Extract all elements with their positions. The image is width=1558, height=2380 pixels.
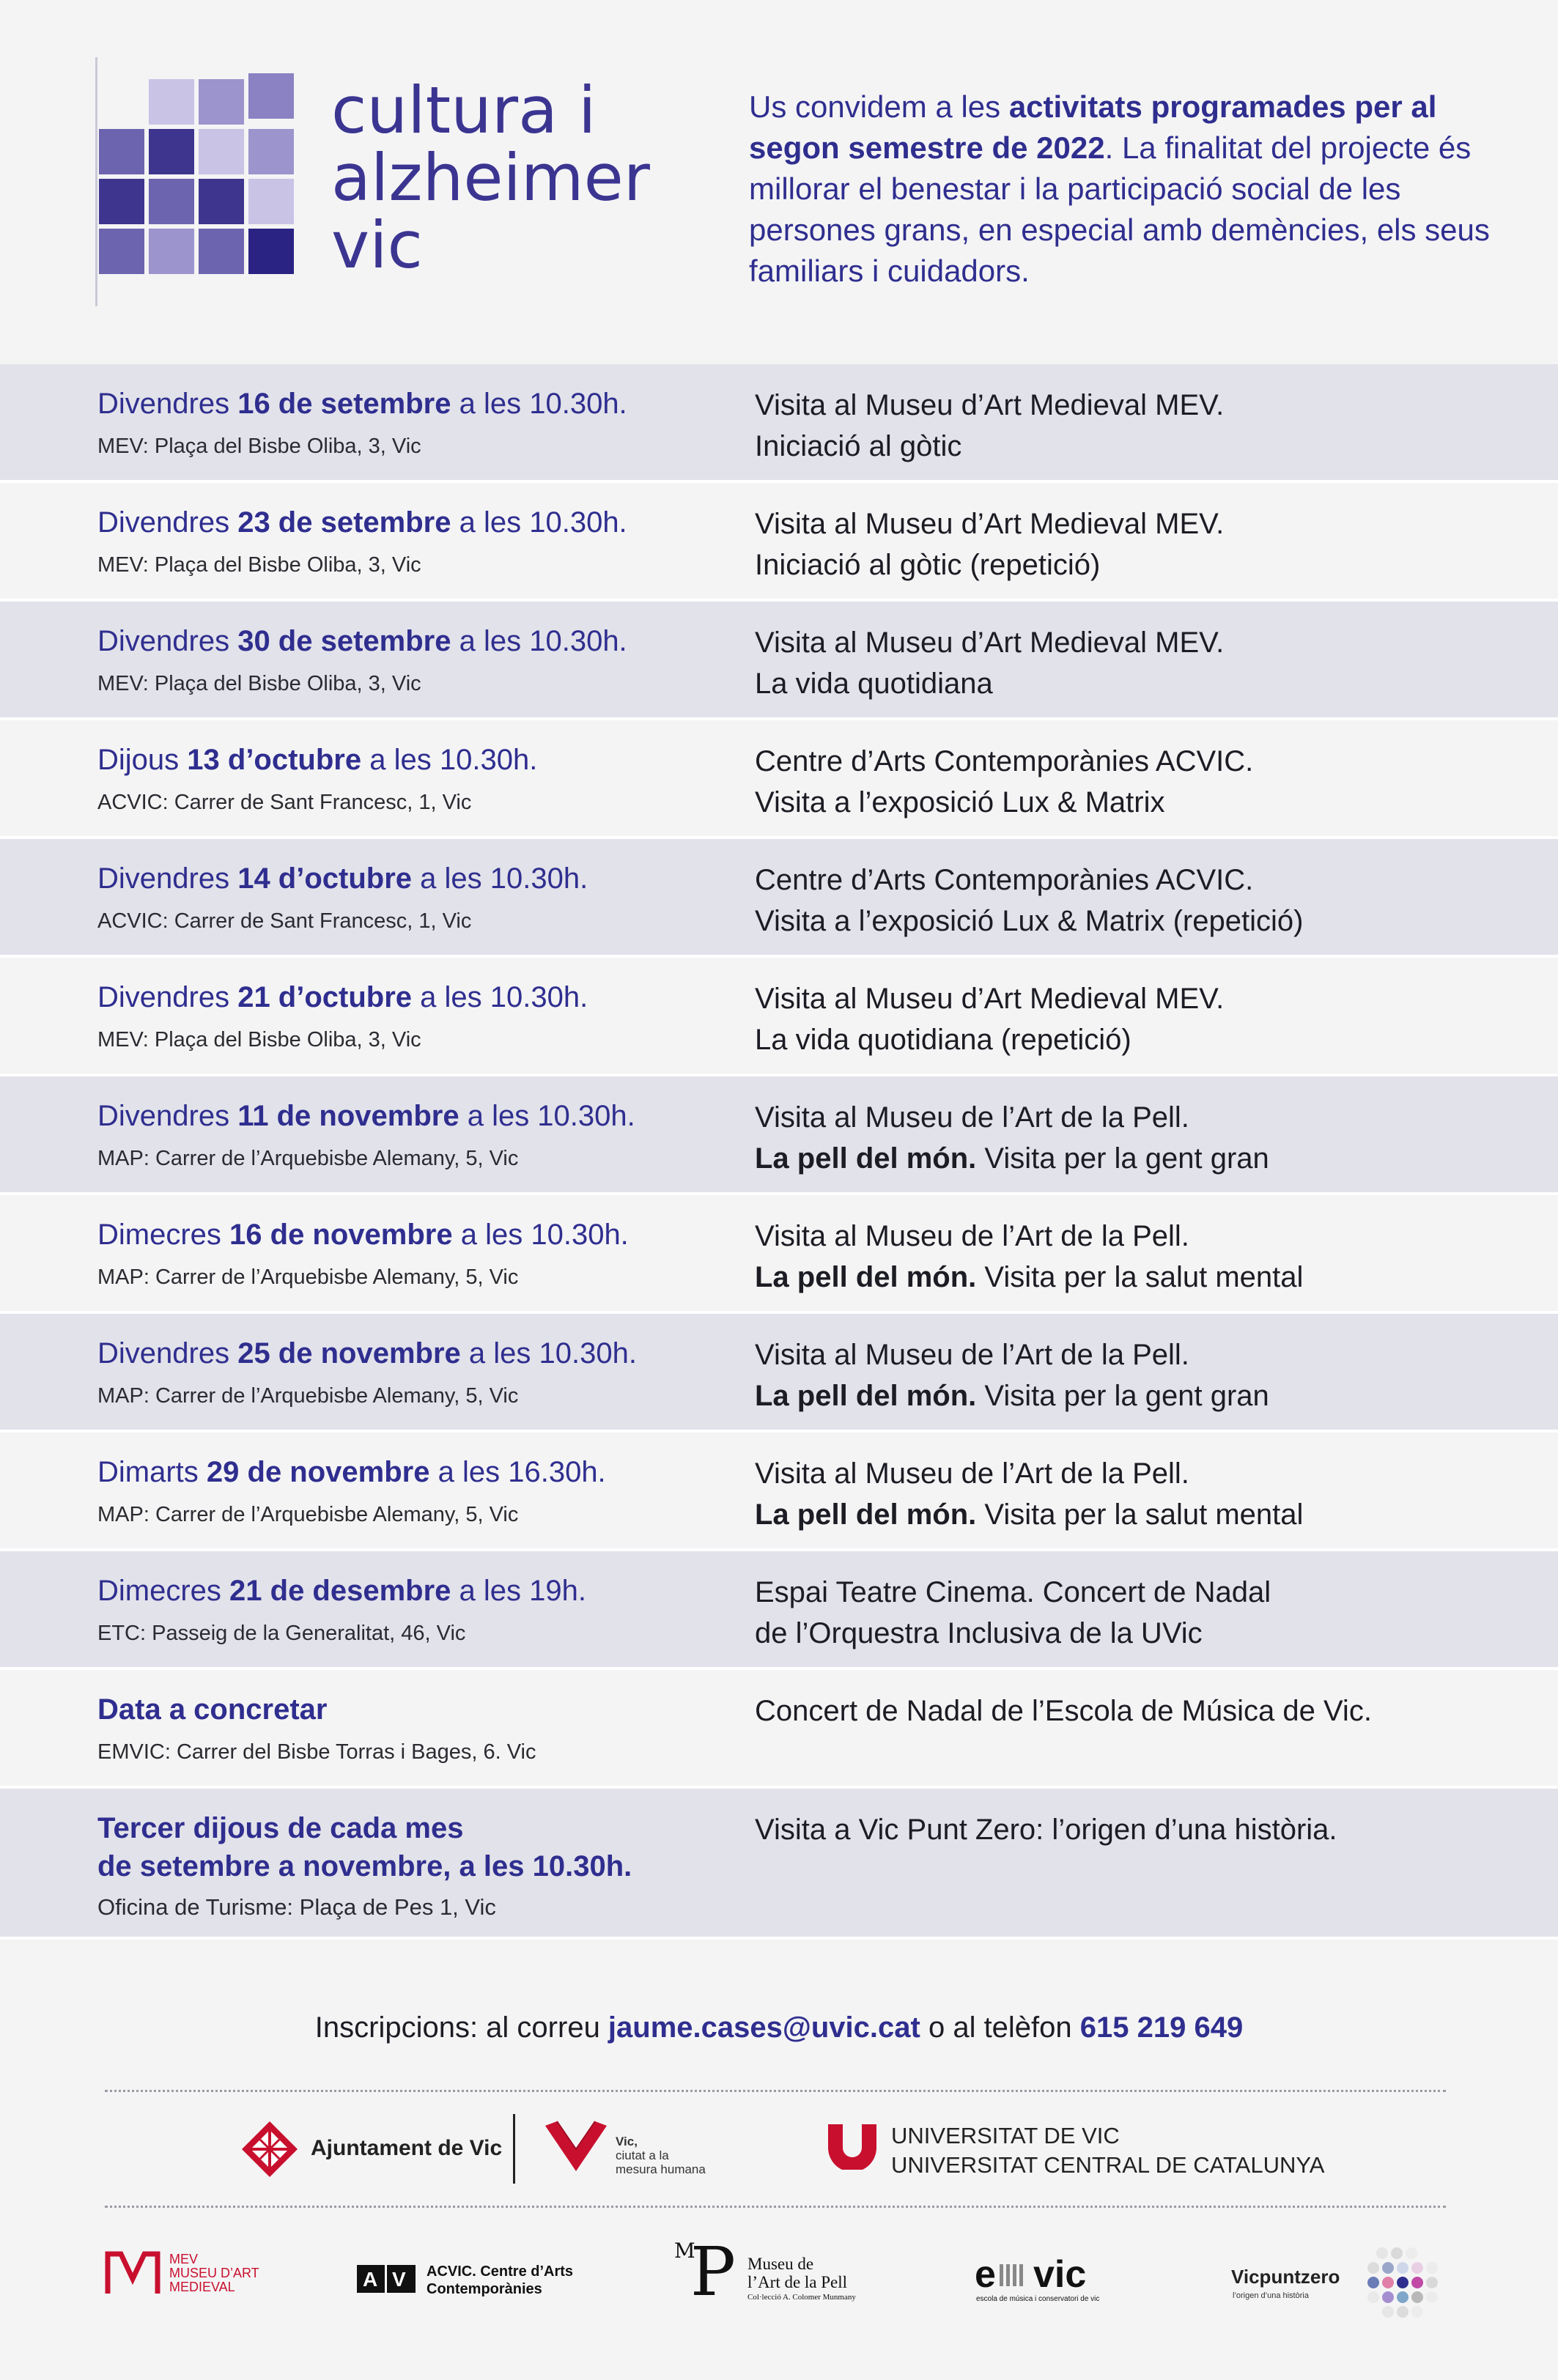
vic-slogan-3: mesura humana: [616, 2162, 706, 2176]
intro-part-1: Us convidem a les: [749, 89, 1009, 124]
emvic-wordmark: vic: [1033, 2253, 1087, 2296]
acvic-av-icon: A V: [357, 2265, 416, 2293]
event-activity: Visita al Museu de l’Art de la Pell. La pell del món. Visita per la gent gran: [755, 1339, 1269, 1412]
emvic-bars-icon: [1000, 2264, 1029, 2286]
event-row: [0, 1195, 1558, 1314]
event-activity: Visita al Museu d’Art Medieval MEV. Iniciació al gòtic (repetició): [755, 508, 1225, 581]
museu-art-pell-logo: [674, 2233, 865, 2312]
event-address: MEV: Plaça del Bisbe Oliba, 3, Vic: [97, 553, 421, 577]
event-date: Dijous 13 d’octubre a les 10.30h.: [97, 744, 538, 776]
sponsor-divider: [513, 2114, 515, 2184]
vicpuntzero-wordmark: Vicpuntzero: [1231, 2266, 1340, 2288]
logo-divider: [95, 57, 97, 306]
intro-text: [749, 86, 1511, 292]
mev-line-1: MEV: [169, 2252, 199, 2266]
event-date: Divendres 14 d’octubre a les 10.30h.: [97, 862, 588, 895]
map-line-3: Col·lecció A. Colomer Munmany: [747, 2293, 856, 2302]
event-address: MEV: Plaça del Bisbe Oliba, 3, Vic: [97, 435, 421, 458]
vic-heart-icon: [544, 2120, 608, 2173]
event-row: [0, 1670, 1558, 1789]
event-row: [0, 364, 1558, 483]
logo-line-3: vic: [331, 207, 423, 283]
contact-email[interactable]: jaume.cases@uvic.cat: [608, 2011, 920, 2044]
mev-line-2: MUSEU D’ART: [169, 2266, 259, 2280]
contact-prefix: Inscripcions: al correu: [314, 2011, 608, 2044]
ajuntament-shield-icon: [240, 2120, 299, 2178]
event-address: ACVIC: Carrer de Sant Francesc, 1, Vic: [97, 909, 472, 933]
event-date: Dimarts 29 de novembre a les 16.30h.: [97, 1456, 606, 1488]
logo-line-2: alzheimer: [331, 140, 650, 215]
event-date: Divendres 23 de setembre a les 10.30h.: [97, 506, 627, 539]
event-row: [0, 839, 1558, 958]
mev-logo: [105, 2250, 281, 2301]
ajuntament-de-vic-logo: [240, 2120, 503, 2186]
map-line-1: Museu de: [747, 2255, 814, 2273]
acvic-logo: [357, 2263, 599, 2307]
vicpuntzero-logo: [1231, 2246, 1451, 2312]
event-row: [0, 958, 1558, 1076]
event-date: Divendres 16 de setembre a les 10.30h.: [97, 388, 627, 420]
event-row: [0, 602, 1558, 720]
event-address: Oficina de Turisme: Plaça de Pes 1, Vic: [97, 1894, 496, 1920]
map-line-2: l’Art de la Pell: [747, 2273, 848, 2291]
divider-dotted-1: [105, 2090, 1446, 2092]
event-date-line-2: de setembre a novembre, a les 10.30h.: [97, 1850, 632, 1882]
mev-line-3: MEDIEVAL: [169, 2280, 235, 2294]
cultura-alzheimer-logo-mark: [99, 79, 311, 277]
event-activity: Centre d’Arts Contemporànies ACVIC. Visita a l’exposició Lux & Matrix: [755, 745, 1254, 818]
event-activity: Visita al Museu d’Art Medieval MEV. La vida quotidiana (repetició): [755, 983, 1225, 1056]
acvic-line-2: Contemporànies: [427, 2281, 542, 2297]
vicpuntzero-dots-icon: [1366, 2246, 1439, 2319]
event-activity: Espai Teatre Cinema. Concert de Nadal de l’Orquestra Inclusiva de la UVic: [755, 1576, 1271, 1649]
event-activity: Visita al Museu de l’Art de la Pell. La pell del món. Visita per la gent gran: [755, 1101, 1269, 1175]
event-address: ETC: Passeig de la Generalitat, 46, Vic: [97, 1622, 466, 1645]
emvic-subtitle: escola de música i conservatori de vic: [976, 2295, 1100, 2303]
vic-ciutat-logo: [544, 2120, 734, 2186]
contact-phone[interactable]: 615 219 649: [1079, 2011, 1244, 2044]
contact-middle: o al telèfon: [920, 2011, 1080, 2044]
intro-bold: activitats programades per al segon semestre de 2022: [749, 89, 1437, 165]
acvic-line-1: ACVIC. Centre d’Arts: [427, 2263, 574, 2280]
logo-line-1: cultura i: [331, 73, 597, 148]
event-date: Data a concretar: [97, 1693, 328, 1726]
uvic-line-2: UNIVERSITAT CENTRAL DE CATALUNYA: [891, 2152, 1325, 2178]
event-row: [0, 1551, 1558, 1670]
uvic-u-icon: [828, 2121, 876, 2170]
event-activity: Centre d’Arts Contemporànies ACVIC. Visita a l’exposició Lux & Matrix (repetició): [755, 864, 1304, 937]
event-activity: Visita al Museu de l’Art de la Pell. La pell del món. Visita per la salut mental: [755, 1220, 1304, 1293]
emvic-logo: e vic escola de música i conservatori de vic: [975, 2253, 1100, 2303]
event-date-line-1: Tercer dijous de cada mes: [97, 1812, 464, 1844]
uvic-line-1: UNIVERSITAT DE VIC: [891, 2123, 1120, 2148]
event-address: MEV: Plaça del Bisbe Oliba, 3, Vic: [97, 672, 421, 695]
event-address: MEV: Plaça del Bisbe Oliba, 3, Vic: [97, 1028, 421, 1052]
event-activity: Visita al Museu d’Art Medieval MEV. La vida quotidiana: [755, 627, 1225, 700]
event-activity: Concert de Nadal de l’Escola de Música de Vic.: [755, 1695, 1372, 1727]
event-date: Divendres 21 d’octubre a les 10.30h.: [97, 981, 588, 1013]
event-address: ACVIC: Carrer de Sant Francesc, 1, Vic: [97, 791, 472, 814]
event-date: Divendres 11 de novembre a les 10.30h.: [97, 1100, 635, 1132]
event-address: EMVIC: Carrer del Bisbe Torras i Bages, 6. Vic: [97, 1740, 536, 1764]
event-activity: Visita a Vic Punt Zero: l’origen d’una història.: [755, 1814, 1337, 1846]
event-activity: Visita al Museu de l’Art de la Pell. La pell del món. Visita per la salut mental: [755, 1457, 1304, 1531]
vicpuntzero-tagline: l’origen d’una història: [1233, 2291, 1309, 2300]
event-row: [0, 1076, 1558, 1195]
event-activity: Visita al Museu d’Art Medieval MEV. Iniciació al gòtic: [755, 389, 1225, 462]
event-row: [0, 720, 1558, 839]
divider-dotted-2: [105, 2206, 1446, 2208]
vic-slogan-1: Vic,: [616, 2135, 638, 2148]
header: [0, 0, 1558, 359]
event-date: Dimecres 21 de desembre a les 19h.: [97, 1575, 587, 1607]
event-address: MAP: Carrer de l’Arquebisbe Alemany, 5, Vic: [97, 1384, 519, 1408]
event-date: Divendres 30 de setembre a les 10.30h.: [97, 625, 627, 657]
event-address: MAP: Carrer de l’Arquebisbe Alemany, 5, Vic: [97, 1265, 519, 1289]
event-row: [0, 1314, 1558, 1433]
registration-contact: [0, 2011, 1558, 2044]
event-row: [0, 483, 1558, 602]
map-m-icon: M: [674, 2239, 695, 2263]
event-row: [0, 1789, 1558, 1940]
event-date: Divendres 25 de novembre a les 10.30h.: [97, 1337, 637, 1370]
uvic-logo: [828, 2121, 1341, 2180]
event-address: MAP: Carrer de l’Arquebisbe Alemany, 5, Vic: [97, 1147, 519, 1170]
ajuntament-label: Ajuntament de Vic: [311, 2136, 503, 2160]
map-p-icon: P: [690, 2233, 736, 2311]
event-date: Dimecres 16 de novembre a les 10.30h.: [97, 1219, 629, 1251]
event-row: [0, 1433, 1558, 1551]
logo-wordmark: [331, 73, 650, 283]
event-address: MAP: Carrer de l’Arquebisbe Alemany, 5, Vic: [97, 1503, 519, 1526]
intro-part-2: . La finalitat del projecte és millorar el benestar i la participació social de les persones grans, en especial amb demències, els seus familiars i cuidadors.: [749, 130, 1490, 288]
mev-m-icon: [105, 2250, 160, 2295]
vic-slogan-2: ciutat a la: [616, 2148, 669, 2162]
schedule-list: [0, 364, 1558, 1940]
